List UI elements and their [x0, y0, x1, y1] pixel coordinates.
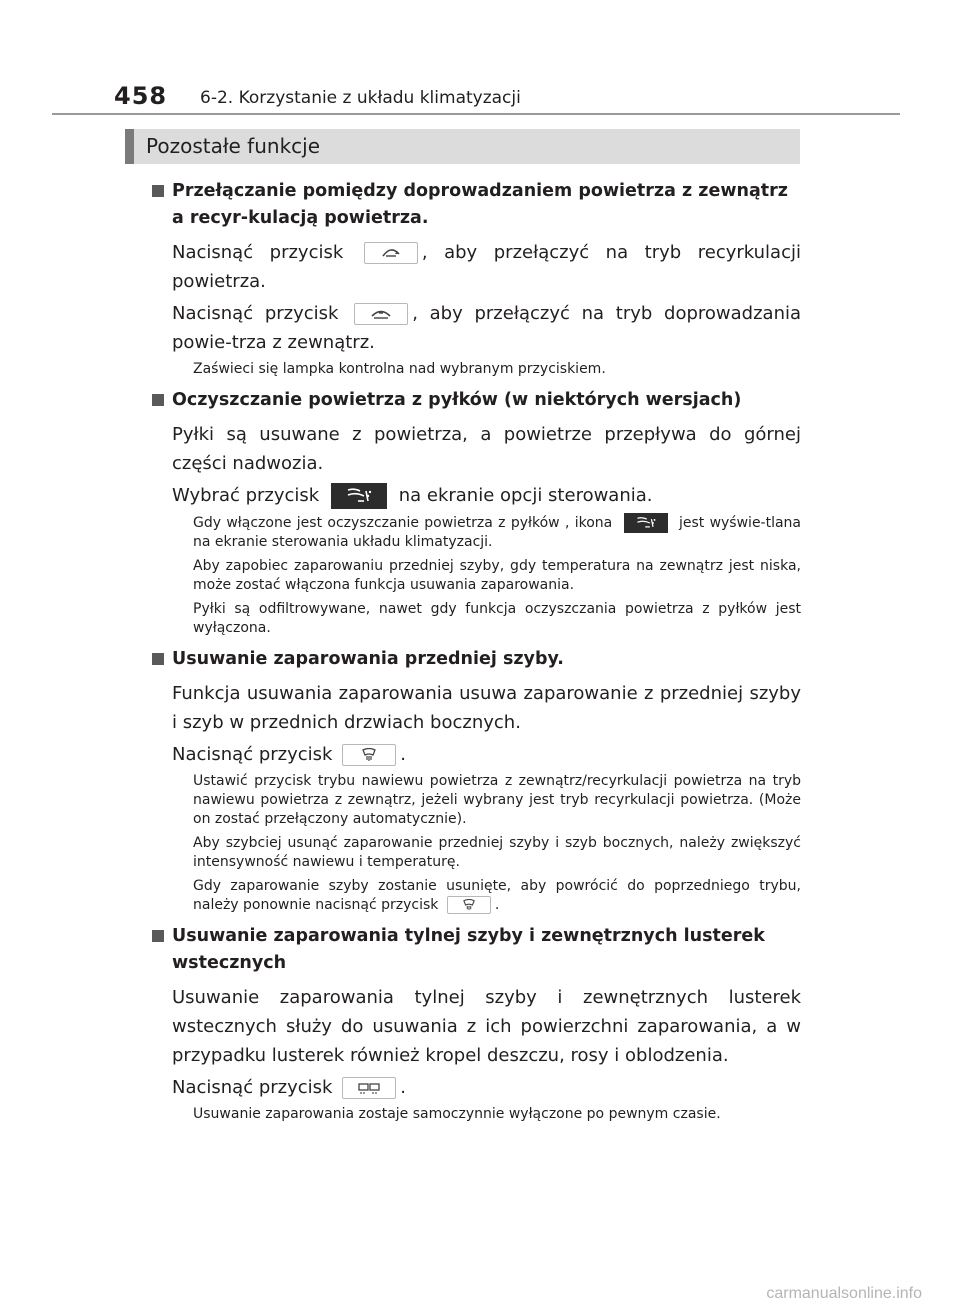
note-auto-off: Usuwanie zaparowania zostaje samoczynnie wyłączone po pewnym czasie.	[193, 1106, 721, 1122]
paragraph-recirculation: Nacisnąć przycisk , aby przełączyć na tryb recyrkulacji powietrza.	[172, 242, 801, 292]
heading-pollen: Oczyszczanie powietrza z pyłków (w niektórych wersjach)	[151, 387, 801, 414]
rear-defroster-icon	[342, 1077, 396, 1099]
section-title: Pozostałe funkcje	[146, 134, 321, 158]
front-defroster-icon	[447, 896, 491, 914]
bullet-square-icon	[152, 653, 164, 665]
chapter-title: 6-2. Korzystanie z układu klimatyzacji	[200, 88, 521, 108]
paragraph-rear-defog-press: Nacisnąć przycisk .	[172, 1077, 406, 1098]
page-content	[151, 178, 801, 1129]
paragraph-pollen-desc: Pyłki są usuwane z powietrza, a powietrze przepływa do górnej części nadwozia.	[172, 424, 801, 474]
paragraph-front-defog-press: Nacisnąć przycisk .	[172, 744, 406, 765]
note-pollen-filtered: Pyłki są odfiltrowywane, nawet gdy funkcja oczyszczania powietrza z pyłków jest wyłączona.	[193, 601, 801, 636]
heading-front-defog: Usuwanie zaparowania przedniej szyby.	[151, 646, 801, 673]
heading-air-mode: Przełączanie pomiędzy doprowadzaniem powietrza z zewnątrz a recyr-kulacją powietrza.	[151, 178, 801, 232]
header-divider	[52, 113, 900, 115]
bullet-square-icon	[152, 185, 164, 197]
fresh-air-icon	[354, 303, 408, 325]
note-fog-prevention: Aby zapobiec zaparowaniu przedniej szyby, gdy temperatura na zewnątrz jest niska, może zostać włączona funkcja usuwania zaparowania.	[193, 558, 801, 593]
pollen-filter-icon	[331, 483, 387, 509]
bullet-square-icon	[152, 394, 164, 406]
page-header	[114, 82, 914, 112]
paragraph-front-defog-desc: Funkcja usuwania zaparowania usuwa zaparowanie z przedniej szyby i szyb w przednich drzwiach bocznych.	[172, 683, 801, 733]
note-return-mode: Gdy zaparowanie szyby zostanie usunięte, aby powrócić do poprzedniego trybu, należy ponownie nacisnąć przycisk .	[193, 878, 801, 913]
note-pollen-icon: Gdy włączone jest oczyszczanie powietrza z pyłków , ikona jest wyświe-tlana na ekranie sterowania układu klimatyzacji.	[193, 515, 802, 550]
paragraph-fresh-air: Nacisnąć przycisk , aby przełączyć na tryb doprowadzania powie-trza z zewnątrz.	[172, 303, 802, 353]
watermark: carmanualsonline.info	[766, 1285, 922, 1302]
section-header	[125, 129, 800, 164]
page-number: 458	[114, 82, 168, 110]
bullet-square-icon	[152, 930, 164, 942]
paragraph-rear-defog-desc: Usuwanie zaparowania tylnej szyby i zewnętrznych lusterek wstecznych służy do usuwania z ich powierzchni zaparowania, a w przypadku lusterek również kropel deszczu, rosy i oblodzenia.	[172, 987, 801, 1066]
recirculation-icon	[364, 242, 418, 264]
heading-rear-defog: Usuwanie zaparowania tylnej szyby i zewnętrznych lusterek wstecznych	[151, 923, 801, 977]
note-indicator: Zaświeci się lampka kontrolna nad wybranym przyciskiem.	[193, 361, 606, 377]
pollen-filter-icon	[624, 513, 668, 533]
note-faster-defog: Aby szybciej usunąć zaparowanie przedniej szyby i szyb bocznych, należy zwiększyć intensywność nawiewu i temperaturę.	[193, 835, 801, 870]
front-defroster-icon	[342, 744, 396, 766]
note-air-mode: Ustawić przycisk trybu nawiewu powietrza z zewnątrz/recyrkulacji powietrza na tryb nawiewu powietrza z zewnątrz, jeżeli wybrany jest tryb recyrkulacji powietrza. (Może on zostać przełączony automatycznie).	[193, 773, 801, 827]
paragraph-pollen-select: Wybrać przycisk na ekranie opcji sterowania.	[151, 481, 801, 510]
